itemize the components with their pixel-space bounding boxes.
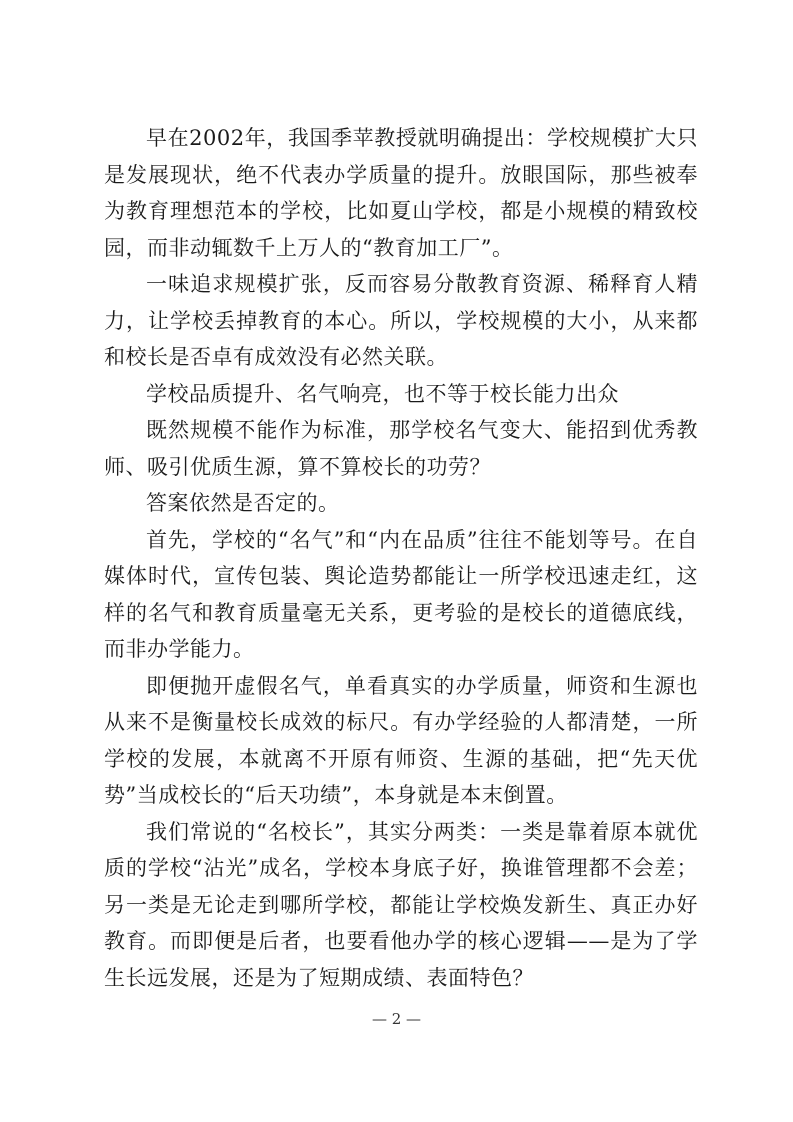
body-text <box>104 120 698 996</box>
section-heading: 学校品质提升、名气响亮，也不等于校长能力出众 <box>146 381 619 406</box>
paragraph: 我们常说的“名校长”，其实分两类：一类是靠着原本就优质的学校“沾光”成名，学校本身底子好，换谁管理都不会差；另一类是无论走到哪所学校，都能让学校焕发新生、真正办好教育。而即便是后者，也要看他办学的核心逻辑——是为了学生长远发展，还是为了短期成绩、表面特色？ <box>104 819 698 990</box>
paragraph: 早在2002年，我国季苹教授就明确提出：学校规模扩大只是发展现状，绝不代表办学质量的提升。放眼国际，那些被奉为教育理想范本的学校，比如夏山学校，都是小规模的精致校园，而非动辄数千上万人的“教育加工厂”。 <box>104 126 698 260</box>
paragraph: 一味追求规模扩张，反而容易分散教育资源、稀释育人精力，让学校丢掉教育的本心。所以，学校规模的大小，从来都和校长是否卓有成效没有必然关联。 <box>104 272 698 369</box>
paragraph: 即便抛开虚假名气，单看真实的办学质量，师资和生源也从来不是衡量校长成效的标尺。有办学经验的人都清楚，一所学校的发展，本就离不开原有师资、生源的基础，把“先天优势”当成校长的“后天功绩”，本身就是本末倒置。 <box>104 673 698 807</box>
paragraph: 首先，学校的“名气”和“内在品质”往往不能划等号。在自媒体时代，宣传包装、舆论造势都能让一所学校迅速走红，这样的名气和教育质量毫无关系，更考验的是校长的道德底线，而非办学能力。 <box>104 527 698 661</box>
page-number: — 2 — <box>371 1010 422 1028</box>
paragraph: 答案依然是否定的。 <box>146 491 340 515</box>
paragraph: 既然规模不能作为标准，那学校名气变大、能招到优秀教师、吸引优质生源，算不算校长的功劳？ <box>104 418 698 479</box>
